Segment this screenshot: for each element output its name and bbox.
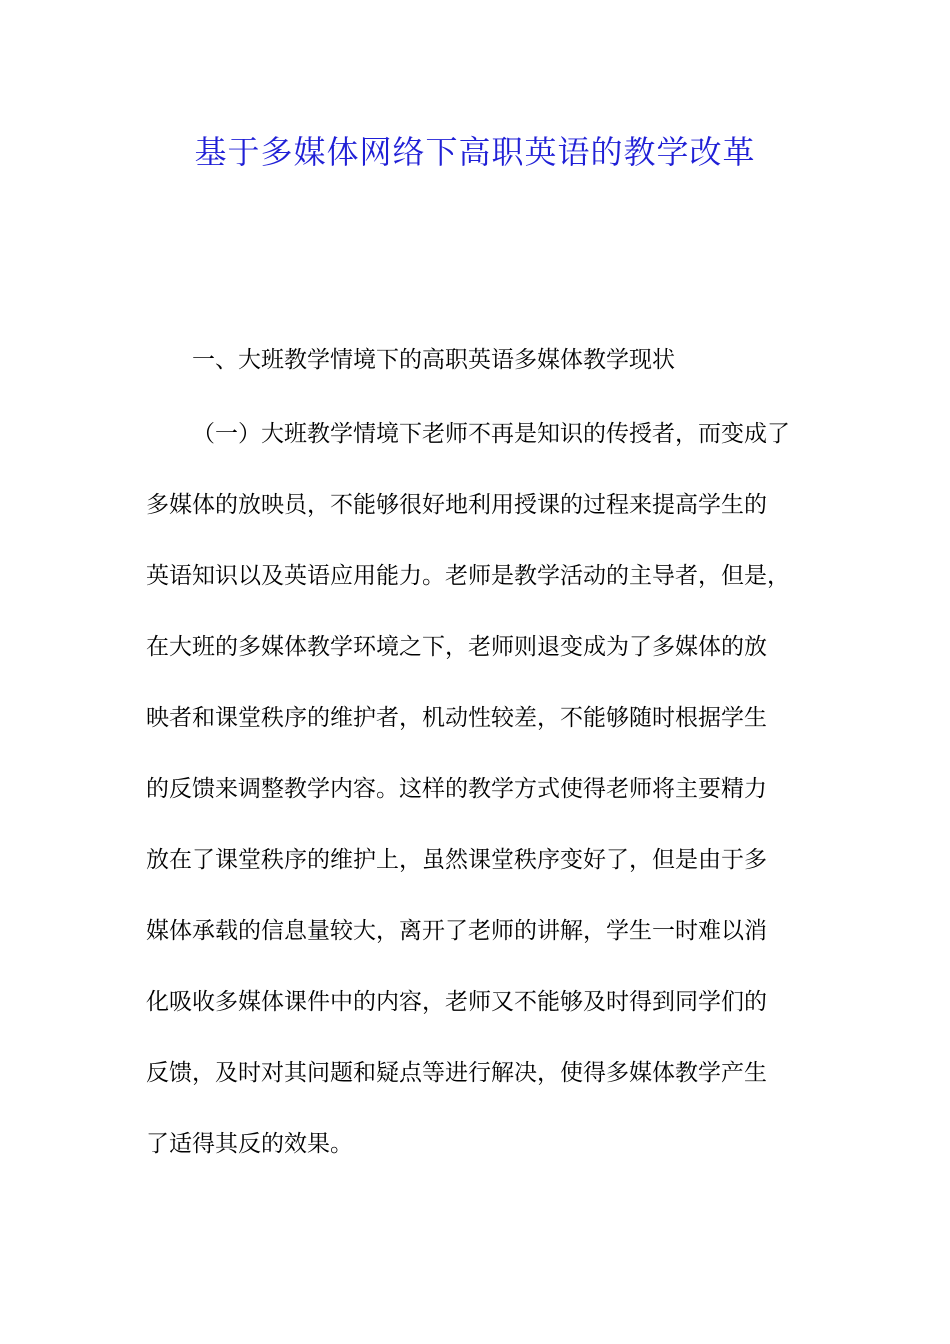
paragraph-line: 的反馈来调整教学内容。这样的教学方式使得老师将主要精力 [146,776,767,802]
paragraph-line: 了适得其反的效果。 [146,1131,353,1157]
paragraph-line: 英语知识以及英语应用能力。老师是教学活动的主导者，但是， [146,563,790,589]
document-title: 基于多媒体网络下高职英语的教学改革 [194,133,756,171]
paragraph-line: 多媒体的放映员，不能够很好地利用授课的过程来提高学生的 [146,492,767,518]
body-paragraph [146,414,826,1195]
paragraph-line: 反馈，及时对其问题和疑点等进行解决，使得多媒体教学产生 [146,1060,767,1086]
paragraph-line: 映者和课堂秩序的维护者，机动性较差，不能够随时根据学生 [146,705,767,731]
paragraph-line: 在大班的多媒体教学环境之下，老师则退变成为了多媒体的放 [146,634,767,660]
section-heading: 一、大班教学情境下的高职英语多媒体教学现状 [192,347,675,373]
paragraph-line: 化吸收多媒体课件中的内容，老师又不能够及时得到同学们的 [146,989,767,1015]
paragraph-line: 媒体承载的信息量较大，离开了老师的讲解，学生一时难以消 [146,918,767,944]
paragraph-line: （一）大班教学情境下老师不再是知识的传授者，而变成了 [192,421,790,447]
paragraph-line: 放在了课堂秩序的维护上，虽然课堂秩序变好了，但是由于多 [146,847,767,873]
